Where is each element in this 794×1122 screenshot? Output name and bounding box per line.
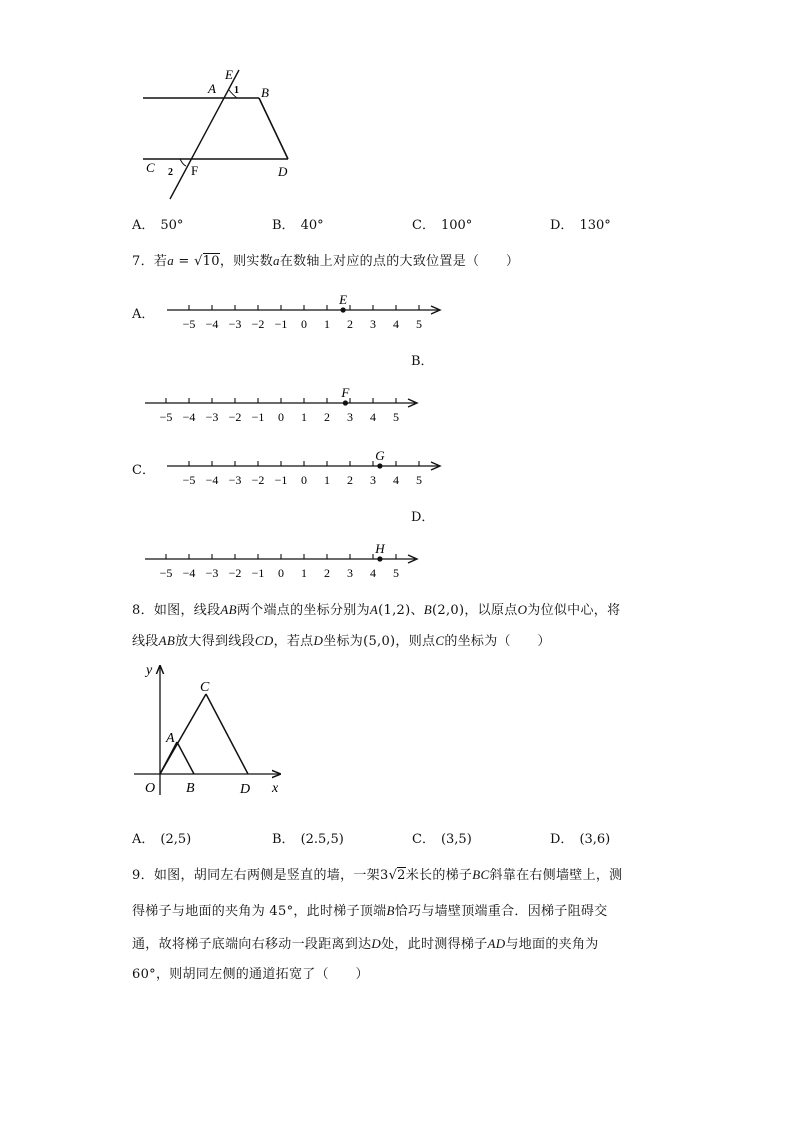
label-a: A <box>208 81 216 96</box>
q8-stem-line1: 8．如图，线段AB两个端点的坐标分别为A(1,2)、B(2,0)，以原点O为位似中心，将 <box>132 602 621 618</box>
tick-label: 4 <box>370 410 376 424</box>
tick-label: −2 <box>228 410 242 424</box>
tick-label: 0 <box>278 410 284 424</box>
tick-label: −5 <box>182 317 196 331</box>
tick-label: 0 <box>301 317 307 331</box>
q9-stem-line1: 9．如图，胡同左右两侧是竖直的墙，一架3√2米长的梯子BC斜靠在右侧墙壁上，测 <box>132 867 623 883</box>
q7-option-b-letter[interactable]: B． <box>411 354 434 369</box>
tick-label: −4 <box>205 473 219 487</box>
tick-label: −3 <box>228 473 242 487</box>
tick-label: −4 <box>205 317 219 331</box>
tick-label: −5 <box>159 566 173 580</box>
tick-label: −1 <box>251 410 265 424</box>
point-label: G <box>375 448 385 463</box>
label-d: D <box>240 782 251 797</box>
tick-label: 5 <box>393 566 399 580</box>
label-c: C <box>200 680 210 695</box>
tick-label: 3 <box>347 410 353 424</box>
tick-label: 3 <box>347 566 353 580</box>
segment-ab <box>177 742 194 774</box>
sqrt-sign: √ <box>194 254 203 269</box>
label-a: A <box>166 731 175 746</box>
tick-label: 1 <box>301 410 307 424</box>
tick-label: −5 <box>182 473 196 487</box>
label-f: F <box>191 163 199 178</box>
axis-label-x: x <box>272 781 279 796</box>
segment-cd <box>206 694 248 774</box>
q7-option-a-letter[interactable]: A． <box>132 307 155 322</box>
tick-label: 2 <box>347 473 353 487</box>
q7-stem: 7．若a = √10，则实数a在数轴上对应的点的大致位置是（ ） <box>132 253 520 269</box>
tick-label: 4 <box>393 473 399 487</box>
tick-label: 5 <box>393 410 399 424</box>
sqrt-sign: √ <box>388 868 398 883</box>
tick-label: −1 <box>251 566 265 580</box>
q8-option-a[interactable]: A． (2,5) <box>132 832 192 847</box>
tick-label: −4 <box>182 566 196 580</box>
tick-label: 1 <box>324 473 330 487</box>
tick-label: −2 <box>251 317 265 331</box>
tick-label: −1 <box>274 473 288 487</box>
label-b: B <box>261 85 269 100</box>
q7-option-d-letter[interactable]: D． <box>411 510 435 525</box>
label-o: O <box>145 781 156 796</box>
tick-label: −2 <box>251 473 265 487</box>
q9-stem-line3: 通，故将梯子底端向右移动一段距离到达D处，此时测得梯子AD与地面的夹角为 <box>132 936 599 952</box>
q6-option-d[interactable]: D． 130° <box>550 218 611 233</box>
label-e: E <box>225 67 233 82</box>
tick-label: −3 <box>205 566 219 580</box>
tick-label: −4 <box>182 410 196 424</box>
point-label: E <box>339 292 348 307</box>
q7-option-c-letter[interactable]: C． <box>132 463 155 478</box>
tick-label: 3 <box>370 473 376 487</box>
tick-label: 2 <box>324 410 330 424</box>
tick-label: 2 <box>347 317 353 331</box>
tick-label: −2 <box>228 566 242 580</box>
tick-label: 1 <box>301 566 307 580</box>
label-2: 2 <box>168 167 173 178</box>
label-1: 1 <box>234 85 239 96</box>
q9-stem-line4: 60°，则胡同左侧的通道拓宽了（ ） <box>132 967 369 982</box>
tick-label: 5 <box>416 473 422 487</box>
point-label: F <box>341 385 350 400</box>
q6-option-c[interactable]: C． 100° <box>412 218 473 233</box>
q8-option-d[interactable]: D． (3,6) <box>550 832 611 847</box>
label-c: C <box>146 160 155 175</box>
tick-label: 0 <box>278 566 284 580</box>
tick-label: 5 <box>416 317 422 331</box>
tick-label: 1 <box>324 317 330 331</box>
q6-option-a[interactable]: A． 50° <box>132 218 184 233</box>
label-d: D <box>278 164 288 179</box>
q8-stem-line2: 线段AB放大得到线段CD，若点D坐标为(5,0)，则点C的坐标为（ ） <box>132 633 551 649</box>
tick-label: −3 <box>228 317 242 331</box>
q6-option-b[interactable]: B． 40° <box>272 218 324 233</box>
tick-label: −5 <box>159 410 173 424</box>
q9-stem-line2: 得梯子与地面的夹角为 45°，此时梯子顶端B恰巧与墙壁顶端重合．因梯子阻碍交 <box>132 903 608 919</box>
tick-label: −1 <box>274 317 288 331</box>
tick-label: 0 <box>301 473 307 487</box>
tick-label: 2 <box>324 566 330 580</box>
q8-option-b[interactable]: B． (2.5,5) <box>272 832 344 847</box>
q8-option-c[interactable]: C． (3,5) <box>412 832 472 847</box>
tick-label: 4 <box>393 317 399 331</box>
tick-label: −3 <box>205 410 219 424</box>
point-label: H <box>375 541 385 556</box>
label-b: B <box>186 781 195 796</box>
axis-label-y: y <box>146 663 153 678</box>
tick-label: 4 <box>370 566 376 580</box>
tick-label: 3 <box>370 317 376 331</box>
